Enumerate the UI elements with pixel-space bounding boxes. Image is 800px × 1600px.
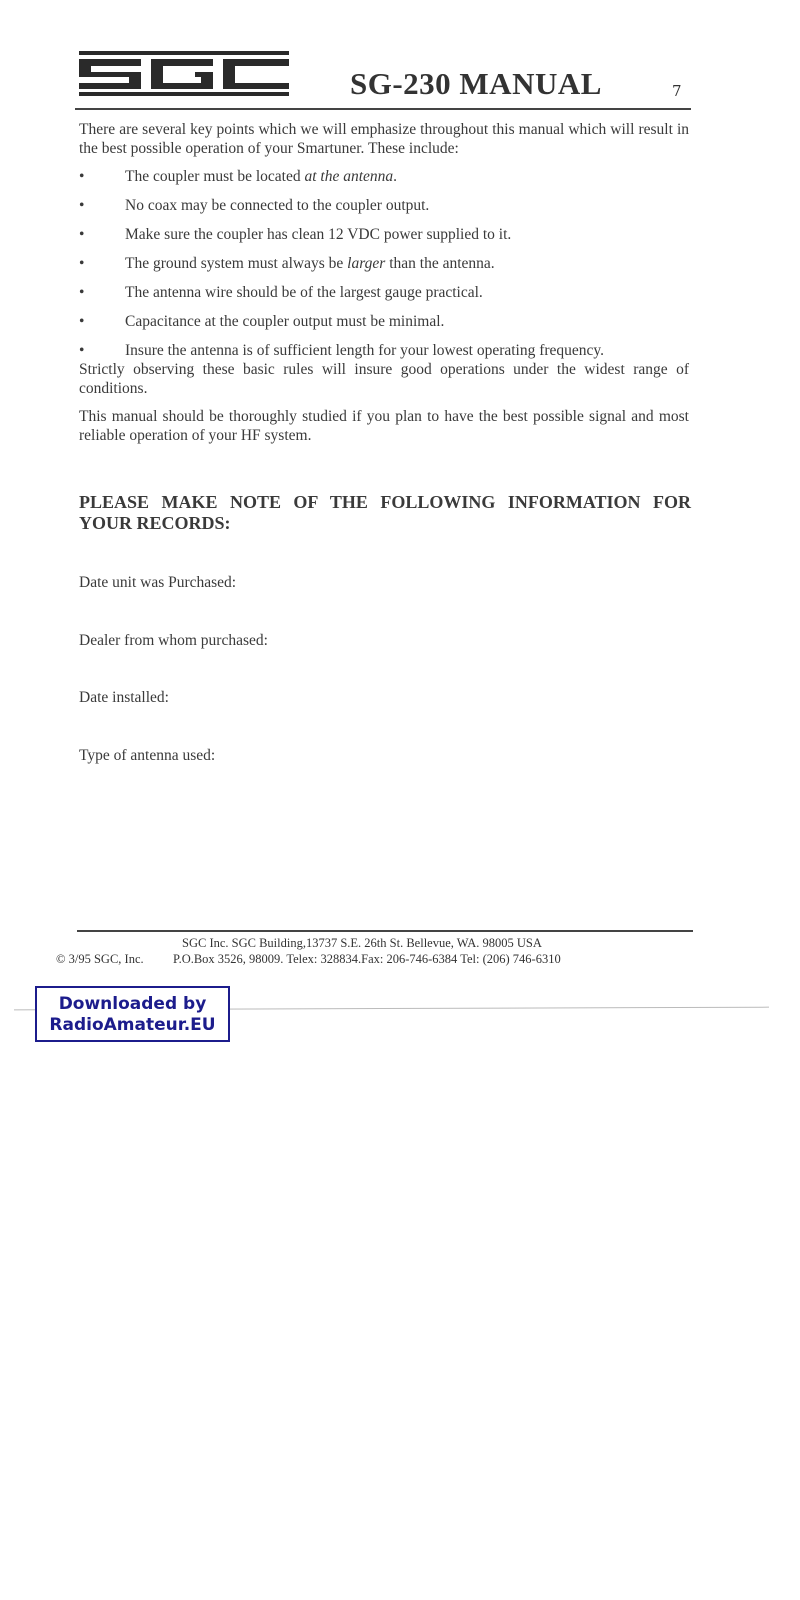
field-dealer: Dealer from whom purchased: — [79, 632, 268, 649]
stamp-line-1: Downloaded by — [58, 994, 207, 1014]
stamp-line-2: RadioAmateur.EU — [49, 1015, 216, 1035]
sgc-logo — [79, 51, 289, 96]
header-divider — [75, 108, 691, 110]
bullet-icon: • — [79, 226, 85, 243]
bullet-icon: • — [79, 168, 85, 185]
page-title: SG-230 MANUAL — [350, 66, 602, 101]
bullet-icon: • — [79, 284, 85, 301]
list-item-text: The ground system must always be larger than the antenna. — [125, 255, 495, 272]
footer-divider — [77, 930, 693, 932]
list-item-text: Capacitance at the coupler output must be minimal. — [125, 313, 445, 330]
bullet-icon: • — [79, 197, 85, 214]
field-date-installed: Date installed: — [79, 689, 169, 706]
page-number: 7 — [672, 82, 682, 100]
bullet-icon: • — [79, 342, 85, 359]
list-item-text: The coupler must be located at the antenna. — [125, 168, 398, 185]
bullet-icon: • — [79, 255, 85, 272]
study-paragraph: This manual should be thoroughly studied if you plan to have the best possible signal and most reliable operation of your HF system. — [79, 408, 689, 444]
bullet-icon: • — [79, 313, 85, 330]
intro-paragraph: There are several key points which we will emphasize throughout this manual which will result in the best possible operation of your Smartuner. These include: — [79, 121, 689, 157]
list-item-text: Make sure the coupler has clean 12 VDC power supplied to it. — [125, 226, 512, 243]
footer-address-2: P.O.Box 3526, 98009. Telex: 328834.Fax: 206-746-6384 Tel: (206) 746-6310 — [173, 952, 561, 966]
footer-address-1: SGC Inc. SGC Building,13737 S.E. 26th St. Bellevue, WA. 98005 USA — [182, 936, 542, 950]
download-stamp — [35, 986, 230, 1042]
field-date-purchased: Date unit was Purchased: — [79, 574, 237, 591]
field-antenna-type: Type of antenna used: — [79, 747, 216, 764]
list-item-text: No coax may be connected to the coupler output. — [125, 197, 430, 214]
list-item-text: Insure the antenna is of sufficient length for your lowest operating frequency. — [125, 342, 605, 359]
list-item-text: The antenna wire should be of the largest gauge practical. — [125, 284, 483, 301]
footer-copyright: © 3/95 SGC, Inc. — [56, 952, 144, 966]
rules-paragraph: Strictly observing these basic rules will insure good operations under the widest range of conditions. — [79, 361, 689, 397]
records-heading: PLEASE MAKE NOTE OF THE FOLLOWING INFORMATION FOR YOUR RECORDS: — [79, 492, 691, 533]
